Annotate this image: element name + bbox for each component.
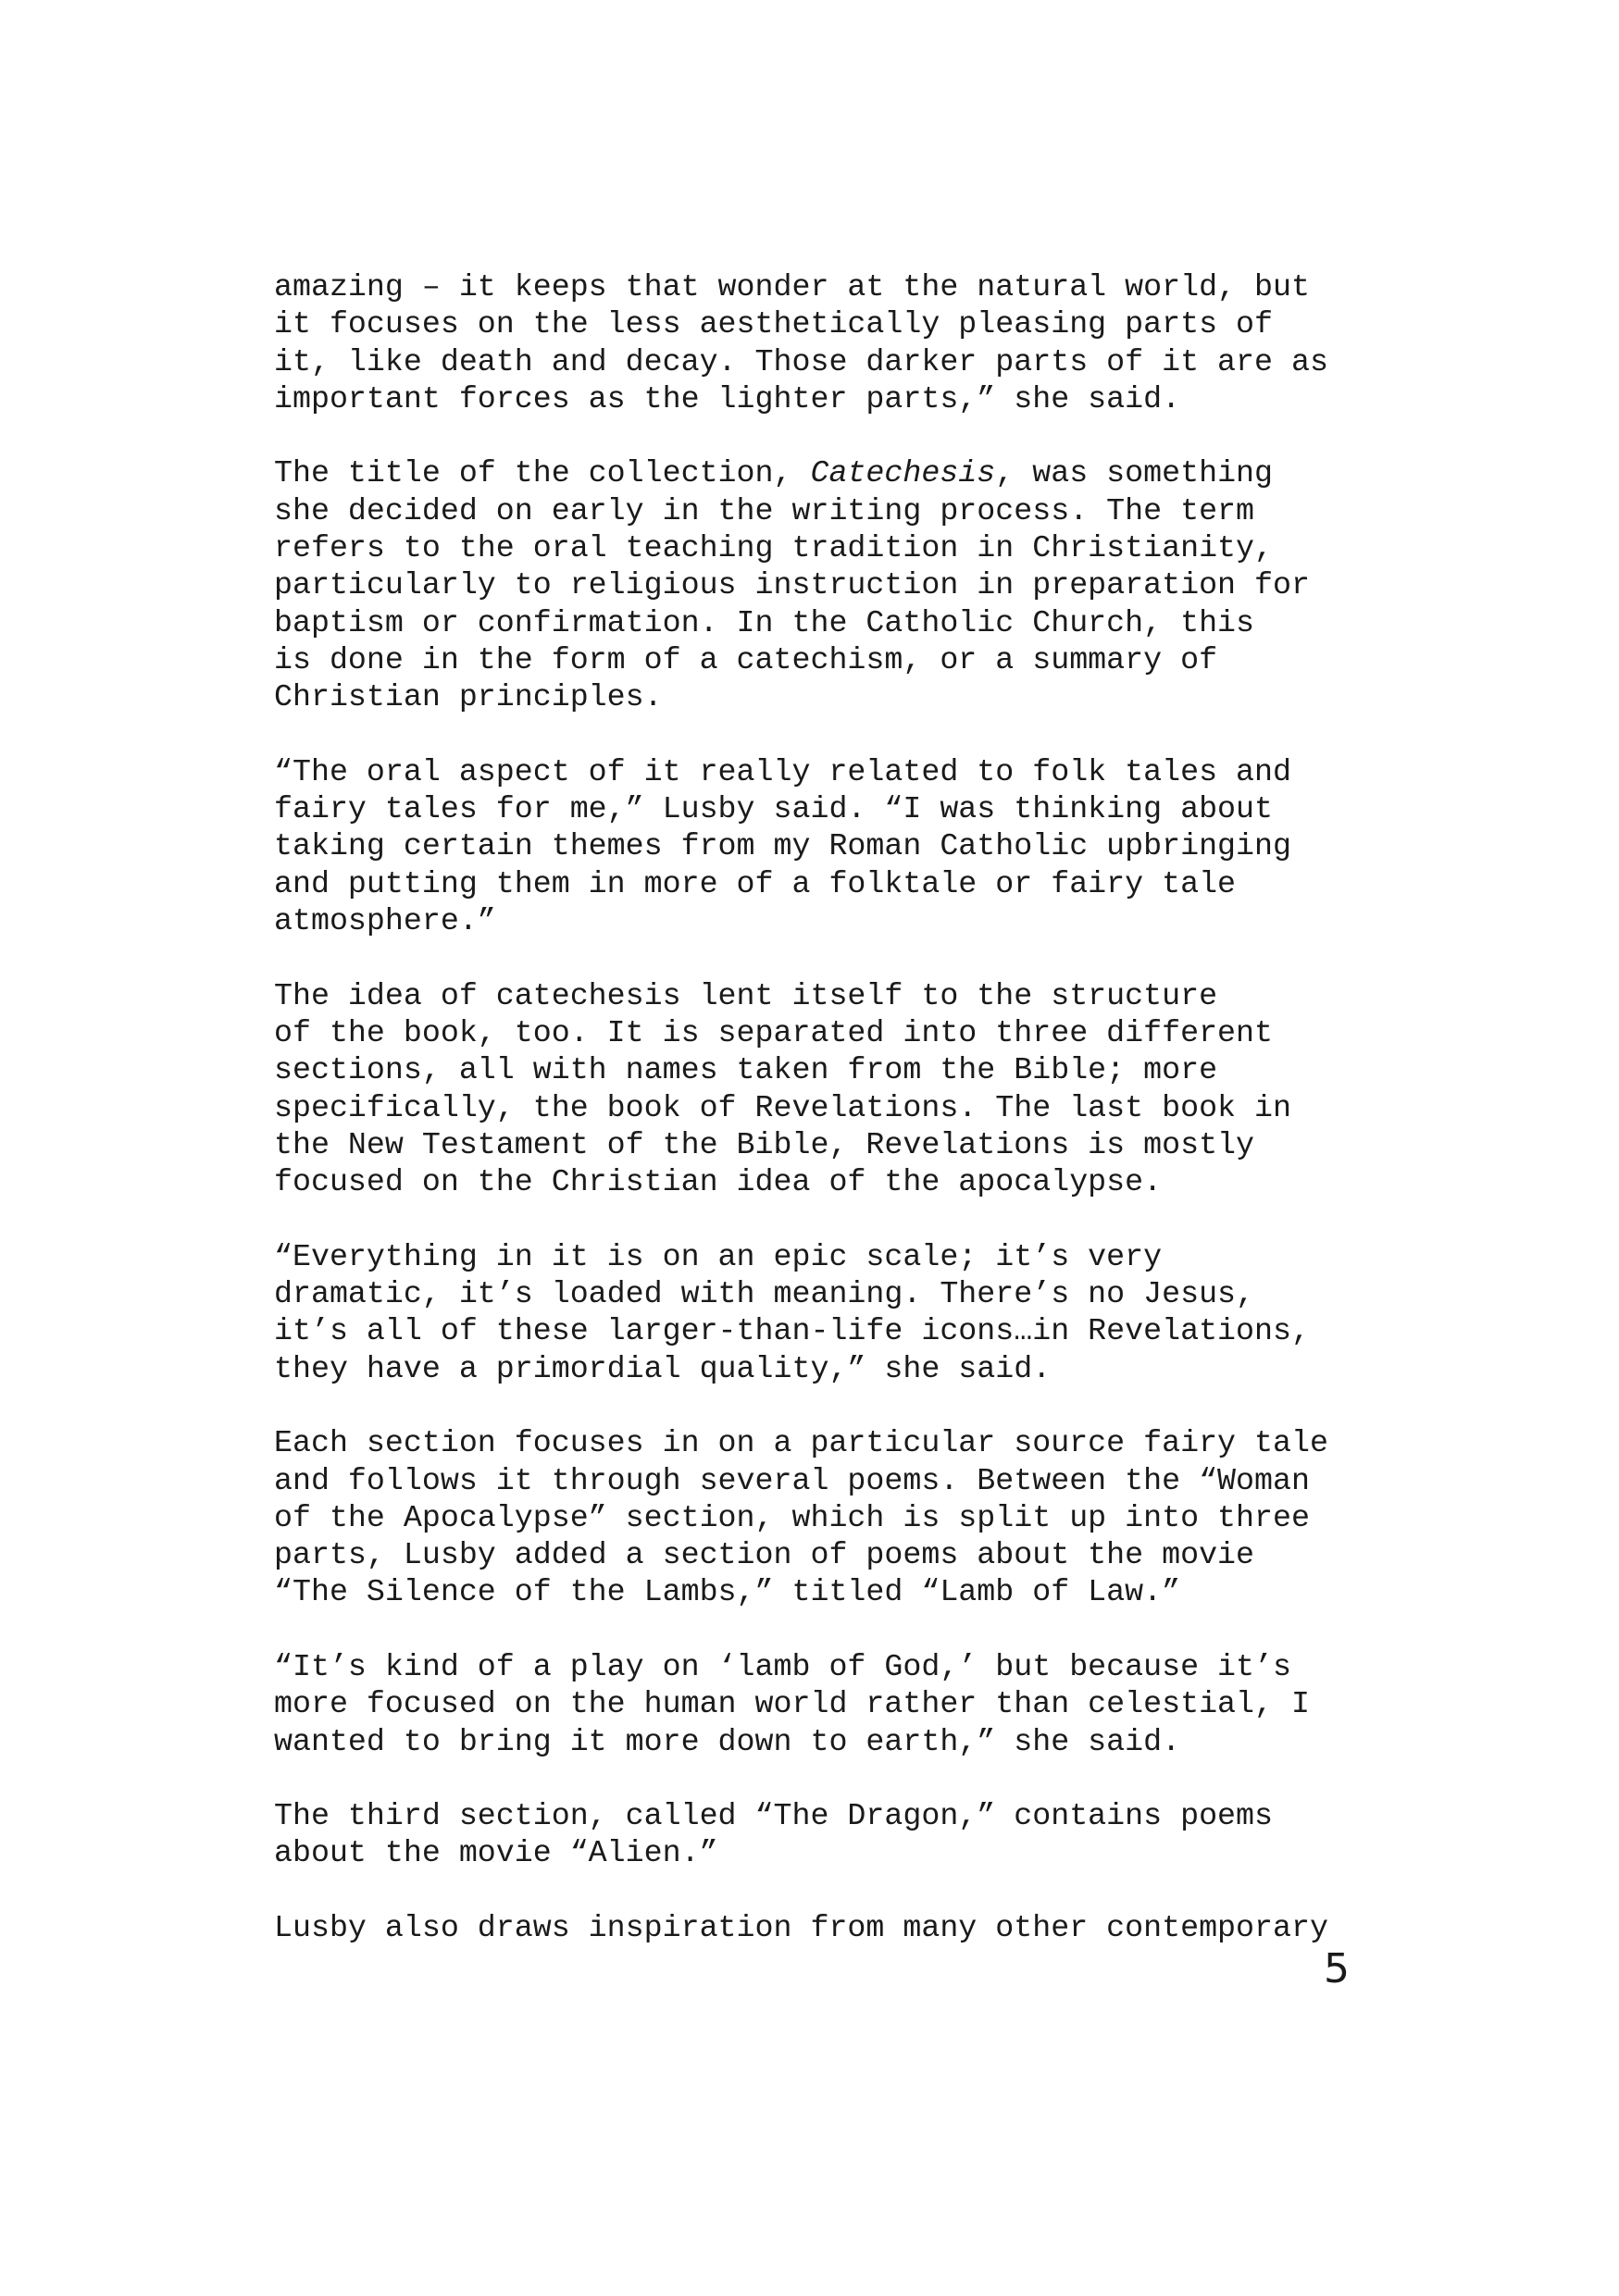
- text-line: is done in the form of a catechism, or a summary of: [274, 641, 1218, 677]
- text-line: parts, Lusby added a section of poems about the movie: [274, 1537, 1255, 1573]
- page-number: 5: [1324, 1945, 1350, 1992]
- text-line: “The Silence of the Lambs,” titled “Lamb of Law.”: [274, 1574, 1181, 1610]
- text-line: important forces as the lighter parts,” she said.: [274, 380, 1181, 416]
- text-line: atmosphere.”: [274, 903, 496, 939]
- text-line: [274, 454, 1366, 491]
- text-line: of the Apocalypse” section, which is split up into three: [274, 1499, 1310, 1535]
- text-line: “It’s kind of a play on ‘lamb of God,’ but because it’s: [274, 1648, 1291, 1684]
- paragraph: [274, 753, 1366, 939]
- text-line: the New Testament of the Bible, Revelations is mostly: [274, 1126, 1255, 1162]
- book-title: Catechesis: [810, 455, 996, 491]
- text-line: focused on the Christian idea of the apocalypse.: [274, 1164, 1163, 1200]
- paragraph: [274, 1909, 1366, 1946]
- text-line: Christian principles.: [274, 679, 663, 715]
- text-line: dramatic, it’s loaded with meaning. There’s no Jesus,: [274, 1276, 1255, 1312]
- text-line: it’s all of these larger-than-life icons…in Revelations,: [274, 1313, 1310, 1349]
- text-line: they have a primordial quality,” she said.: [274, 1350, 1052, 1386]
- text-line: particularly to religious instruction in preparation for: [274, 567, 1310, 603]
- text-line: sections, all with names taken from the Bible; more: [274, 1052, 1218, 1088]
- text-line: of the book, too. It is separated into three different: [274, 1014, 1273, 1050]
- text-line: “Everything in it is on an epic scale; it’s very: [274, 1238, 1163, 1274]
- paragraph: [274, 1648, 1366, 1760]
- paragraph: [274, 977, 1366, 1201]
- text-line: it, like death and decay. Those darker parts of it are as: [274, 343, 1328, 379]
- paragraph: [274, 268, 1366, 417]
- text-line: Lusby also draws inspiration from many other contemporary: [274, 1910, 1328, 1946]
- text-segment: , was something: [995, 455, 1274, 491]
- text-line: more focused on the human world rather than celestial, I: [274, 1686, 1310, 1722]
- text-line: specifically, the book of Revelations. The last book in: [274, 1089, 1291, 1125]
- text-line: wanted to bring it more down to earth,” she said.: [274, 1723, 1181, 1759]
- text-line: and follows it through several poems. Between the “Woman: [274, 1462, 1310, 1498]
- text-segment: The title of the collection,: [274, 455, 811, 491]
- paragraph: [274, 1238, 1366, 1387]
- text-line: about the movie “Alien.”: [274, 1835, 718, 1871]
- text-line: Each section focuses in on a particular source fairy tale: [274, 1425, 1328, 1461]
- text-line: The idea of catechesis lent itself to the structure: [274, 977, 1218, 1013]
- text-line: taking certain themes from my Roman Catholic upbringing: [274, 828, 1291, 864]
- text-line: and putting them in more of a folktale or fairy tale: [274, 865, 1237, 901]
- text-line: The third section, called “The Dragon,” contains poems: [274, 1798, 1273, 1834]
- paragraph: [274, 1797, 1366, 1872]
- text-line: refers to the oral teaching tradition in Christianity,: [274, 530, 1273, 566]
- text-line: she decided on early in the writing process. The term: [274, 492, 1255, 528]
- text-line: fairy tales for me,” Lusby said. “I was thinking about: [274, 791, 1273, 827]
- text-line: baptism or confirmation. In the Catholic Church, this: [274, 604, 1255, 640]
- paragraph: [274, 1424, 1366, 1610]
- article-body: [274, 268, 1366, 1984]
- text-line: amazing – it keeps that wonder at the natural world, but: [274, 269, 1310, 304]
- text-line: “The oral aspect of it really related to folk tales and: [274, 753, 1291, 789]
- text-line: it focuses on the less aesthetically pleasing parts of: [274, 306, 1273, 342]
- paragraph: [274, 454, 1366, 715]
